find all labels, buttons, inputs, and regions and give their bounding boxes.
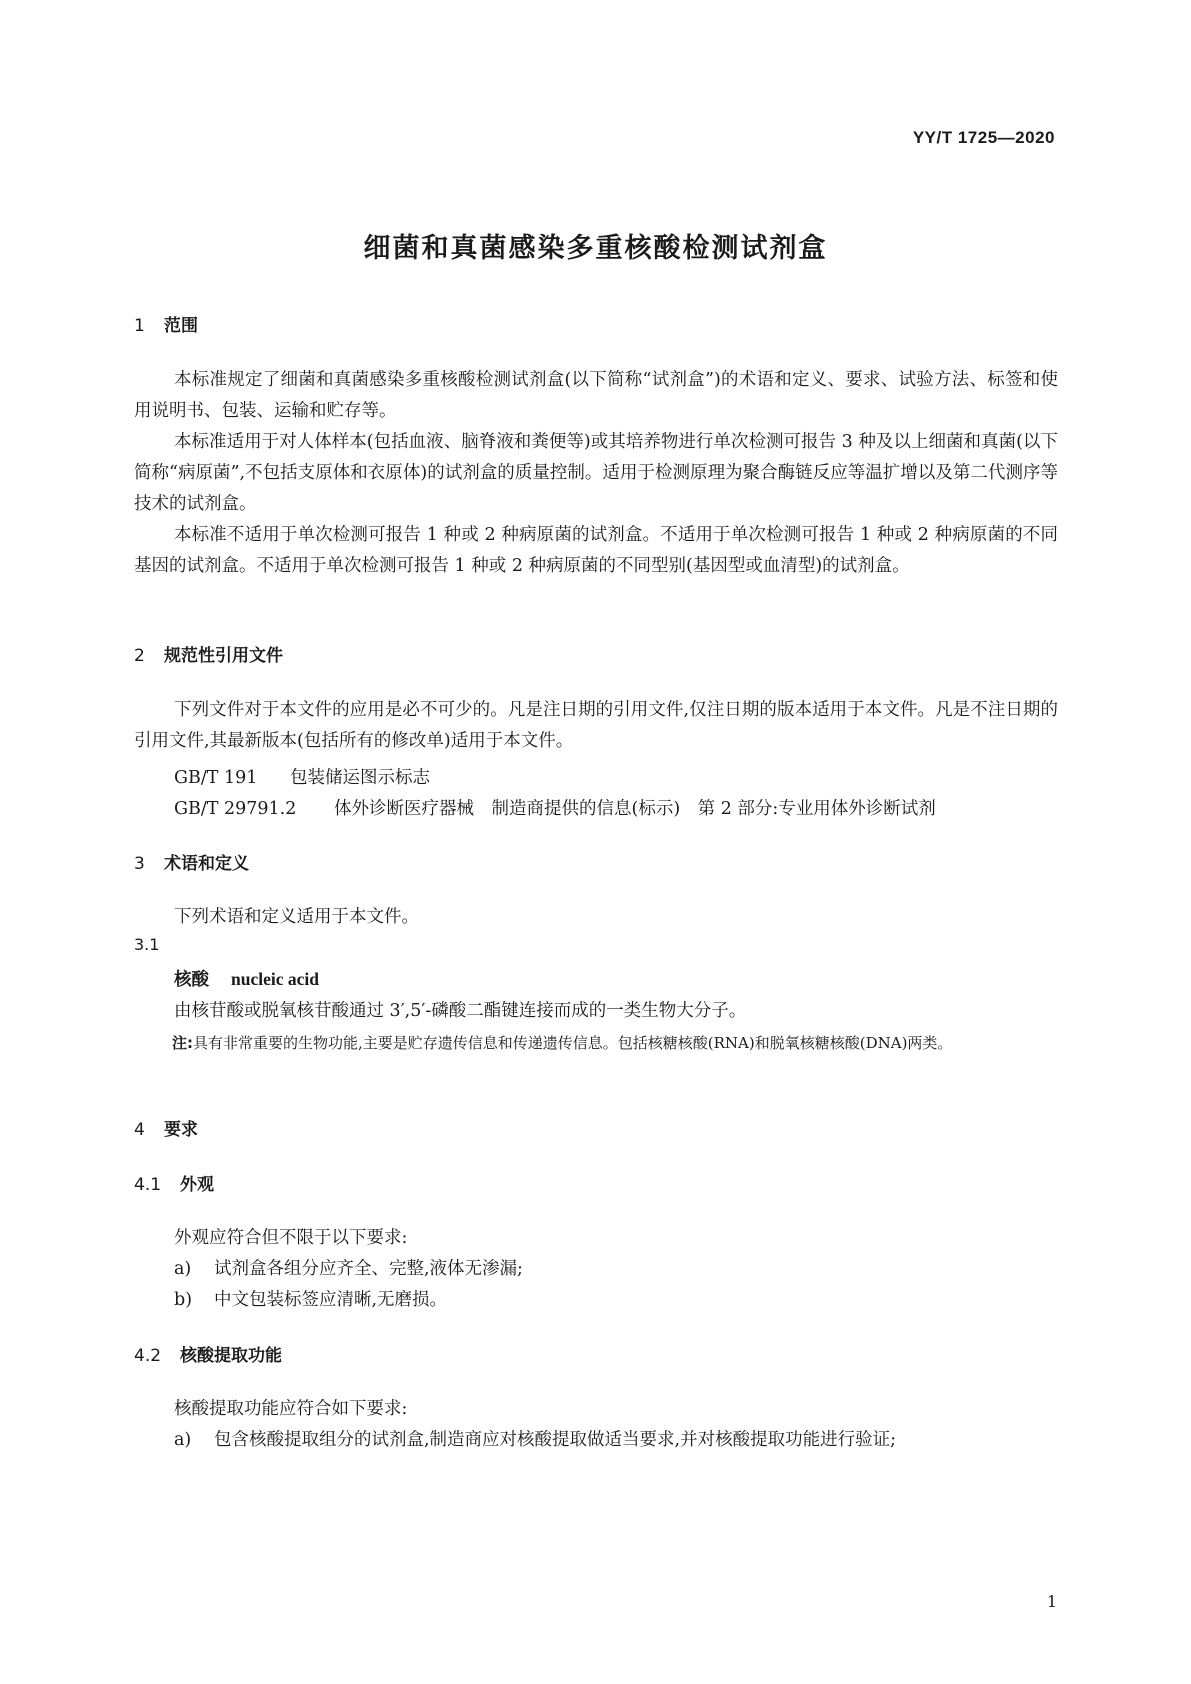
list-marker: b) <box>174 1290 193 1310</box>
section-3-heading <box>134 849 249 874</box>
subsection-4-1-heading <box>134 1170 214 1195</box>
paragraph: 下列文件对于本文件的应用是必不可少的。凡是注日期的引用文件,仅注日期的版本适用于本文件。凡是不注日期的引用文件,其最新版本(包括所有的修改单)适用于本文件。 <box>134 700 1058 751</box>
note <box>172 1029 1058 1058</box>
normative-reference <box>174 764 430 789</box>
list-item <box>174 1286 447 1311</box>
paragraph: 本标准适用于对人体样本(包括血液、脑脊液和粪便等)或其培养物进行单次检测可报告 3 种及以上细菌和真菌(以下简称“病原菌”,不包括支原体和衣原体)的试剂盒的质量控制。适用于检测原理为聚合酶链反应等温扩增以及第二代测序等技术的试剂盒。 <box>134 432 1058 514</box>
note-text: 具有非常重要的生物功能,主要是贮存遗传信息和传递遗传信息。包括核糖核酸(RNA)和脱氧核糖核酸(DNA)两类。 <box>193 1034 953 1052</box>
list-text: 中文包装标签应清晰,无磨损。 <box>214 1290 448 1310</box>
list-marker: a) <box>174 1259 192 1279</box>
subsection-4-2-heading <box>134 1341 282 1366</box>
paragraph: 下列术语和定义适用于本文件。 <box>174 907 419 927</box>
standard-code: YY/T 1725—2020 <box>912 128 1055 147</box>
normative-reference <box>174 795 936 820</box>
subsection-title: 核酸提取功能 <box>180 1346 282 1366</box>
list-text: 包含核酸提取组分的试剂盒,制造商应对核酸提取做适当要求,并对核酸提取功能进行验证; <box>214 1430 897 1450</box>
paragraph: 外观应符合但不限于以下要求: <box>174 1228 408 1248</box>
list-marker: a) <box>174 1430 192 1450</box>
term-definition: 由核苷酸或脱氧核苷酸通过 3′,5′-磷酸二酯键连接而成的一类生物大分子。 <box>174 1001 747 1021</box>
section-title: 要求 <box>164 1120 198 1140</box>
section-title: 规范性引用文件 <box>164 646 283 666</box>
document-title: 细菌和真菌感染多重核酸检测试剂盒 <box>363 233 828 264</box>
paragraph: 本标准规定了细菌和真菌感染多重核酸检测试剂盒(以下简称“试剂盒”)的术语和定义、要求、试验方法、标签和使用说明书、包装、运输和贮存等。 <box>134 370 1058 421</box>
section-number: 3 <box>134 854 145 874</box>
reference-code: GB/T 191 <box>174 768 258 788</box>
subsection-number: 4.2 <box>134 1346 162 1366</box>
reference-code: GB/T 29791.2 <box>174 799 297 819</box>
list-item <box>174 1426 896 1451</box>
term-english: nucleic acid <box>231 969 319 989</box>
section-number: 2 <box>134 646 145 666</box>
term-entry <box>174 966 319 991</box>
reference-title: 体外诊断医疗器械 制造商提供的信息(标示) 第 2 部分:专业用体外诊断试剂 <box>334 799 936 819</box>
list-text: 试剂盒各组分应齐全、完整,液体无渗漏; <box>214 1259 523 1279</box>
paragraph: 核酸提取功能应符合如下要求: <box>174 1399 408 1419</box>
page-number: 1 <box>1046 1592 1057 1611</box>
section-title: 术语和定义 <box>164 854 249 874</box>
reference-title: 包装储运图示标志 <box>290 768 430 788</box>
note-label: 注: <box>172 1034 193 1052</box>
section-2-heading <box>134 641 283 666</box>
term-number: 3.1 <box>134 935 160 954</box>
section-4-heading <box>134 1115 198 1140</box>
section-number: 4 <box>134 1120 145 1140</box>
subsection-title: 外观 <box>180 1175 214 1195</box>
section-number: 1 <box>134 316 145 336</box>
subsection-number: 4.1 <box>134 1175 162 1195</box>
section-1-heading <box>134 311 198 336</box>
section-title: 范围 <box>164 316 198 336</box>
term-chinese: 核酸 <box>174 970 209 990</box>
list-item <box>174 1255 523 1280</box>
paragraph: 本标准不适用于单次检测可报告 1 种或 2 种病原菌的试剂盒。不适用于单次检测可报告 1 种或 2 种病原菌的不同基因的试剂盒。不适用于单次检测可报告 1 种或 2 种病原菌的不同型别(基因型或血清型)的试剂盒。 <box>134 525 1058 576</box>
